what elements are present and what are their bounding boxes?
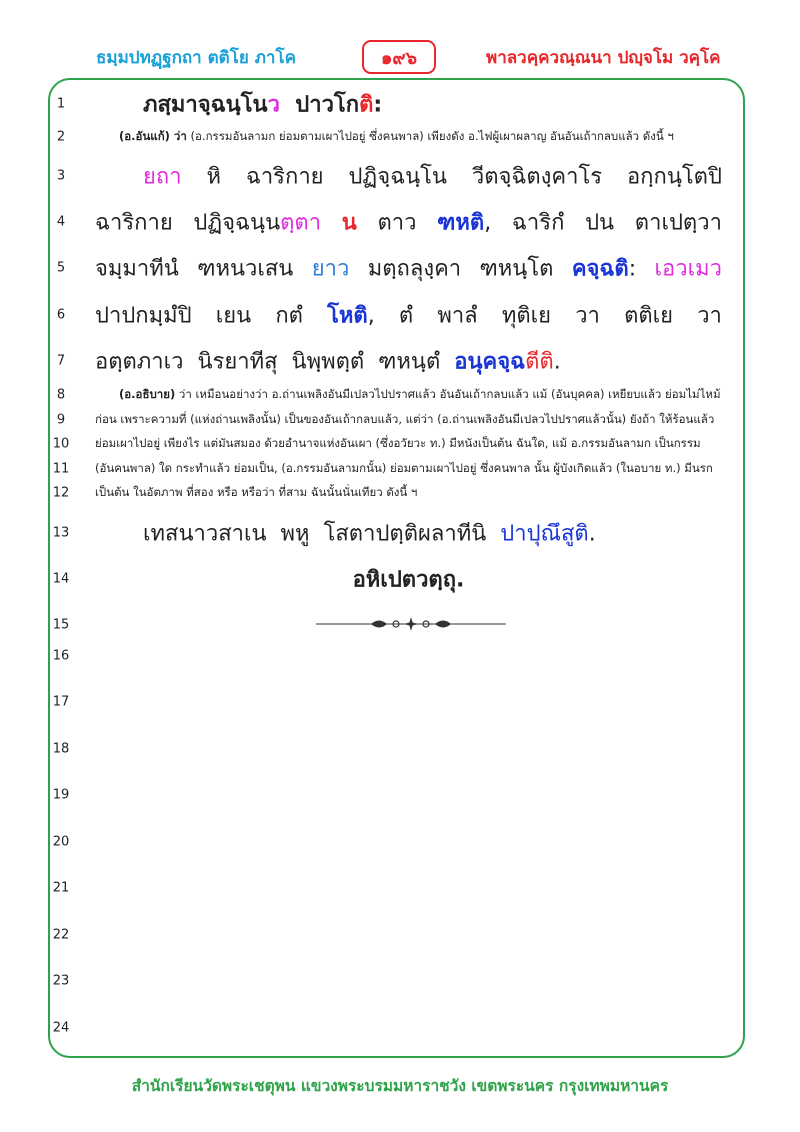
thai-translation-line-2: (อ.อันแก้) ว่า (อ.กรรมอันลามก ย่อมตามเผาไปอยู่ ซึ่งคนพาล) เพียงดัง อ.ไฟผู้เผาผลาญ อันอันเถ้ากลบแล้ว ดังนี้ ฯ [119, 129, 674, 143]
line-number: 7 [56, 353, 66, 369]
line-number: 11 [52, 461, 70, 477]
line-number: 22 [52, 927, 70, 943]
thai-explanation-line-9: ก่อน เพราะความที่ (แห่งถ่านเพลิงนั้น) เป็นของอันเถ้ากลบแล้ว, แต่ว่า (อ.ถ่านเพลิงอันมีเปลวไปปราศแล้วนั้น) ยังถ้า ให้ร้อนแล้ว [95, 412, 715, 426]
line-number: 9 [56, 412, 66, 428]
line-number: 4 [56, 214, 66, 230]
pali-commentary-line-7: อตฺตภาเว นิรยาทีสุ นิพฺพตฺตํ ฑหนฺตํ อนุคจฺฉตีติ. [95, 349, 561, 375]
line-number: 18 [52, 741, 70, 757]
ornament-divider [316, 614, 506, 634]
line-number: 20 [52, 834, 70, 850]
line-number: 17 [52, 694, 70, 710]
line-number: 15 [52, 617, 70, 633]
pali-verse-line-1: ภสฺมาจฺฉนฺโนว ปาวโกติ: [143, 92, 383, 118]
pali-commentary-line-3: ยถา หิ ฉาริกาย ปฏิจฺฉนฺโน วีตจฺฉิตงฺคาโร อกฺกนฺโตปิ [143, 164, 722, 190]
line-number: 24 [52, 1020, 70, 1036]
footer-institution: สำนักเรียนวัดพระเชตุพน แขวงพระบรมมหาราชวัง เขตพระนคร กรุงเทพมหานคร [131, 1077, 669, 1095]
line-number: 14 [52, 571, 70, 587]
line-number: 12 [52, 485, 70, 501]
line-number: 10 [52, 436, 70, 452]
line-number: 3 [56, 168, 66, 184]
thai-explanation-line-10: ย่อมเผาไปอยู่ เพียงไร แต่มันสมอง ด้วยอำนาจแห่งอันเผา (ซึ่งอวัยวะ ท.) มีหนังเป็นต้น ฉันใด, แม้ อ.กรรมอันลามก เป็นกรรม [95, 436, 701, 450]
line-number: 21 [52, 880, 70, 896]
pali-closing-line-13: เทสนาวสาเน พหู โสตาปตฺติผลาทีนิ ปาปุณึสูติ. [143, 521, 596, 547]
line-number: 19 [52, 787, 70, 803]
line-number: 1 [56, 96, 66, 112]
story-title-line-14: อหิเปตวตฺถุ. [352, 567, 465, 593]
line-number: 6 [56, 307, 66, 323]
pali-commentary-line-6: ปาปกมฺมํปิ เยน กตํ โหติ, ตํ พาลํ ทุติเย วา ตติเย วา [95, 303, 722, 329]
thai-explanation-line-11: (อันคนพาล) ใด กระทำแล้ว ย่อมเป็น, (อ.กรรมอันลามกนั้น) ย่อมตามเผาไปอยู่ ซึ่งคนพาล นั้น ผู้บังเกิดแล้ว (ในอบาย ท.) มีนรก [95, 461, 713, 475]
thai-explanation-line-12: เป็นต้น ในอัตภาพ ที่สอง หรือ หรือว่า ที่สาม ฉันนั้นนั่นเทียว ดังนี้ ฯ [95, 485, 418, 499]
header-chapter-title: พาลวคฺควณฺณนา ปญฺจโม วคฺโค [486, 48, 721, 68]
header-book-title: ธมฺมปทฏฺฐกถา ตติโย ภาโค [96, 48, 296, 68]
page-number-box [362, 40, 436, 74]
thai-explanation-line-8: (อ.อธิบาย) ว่า เหมือนอย่างว่า อ.ถ่านเพลิงอันมีเปลวไปปราศแล้ว อันอันเถ้ากลบแล้ว แม้ (อันบุคคล) เหยียบแล้ว ย่อมไม่ไหม้ [119, 387, 721, 401]
pali-commentary-line-5: จมฺมาทีนํ ฑหนวเสน ยาว มตฺถลุงฺคา ฑหนฺโต คจฺฉติ: เอวเมว [95, 256, 722, 282]
line-number: 5 [56, 260, 66, 276]
line-number: 23 [52, 973, 70, 989]
line-number: 16 [52, 648, 70, 664]
line-number: 2 [56, 129, 66, 145]
line-number: 8 [56, 387, 66, 403]
page-number: ๑๙๖ [380, 47, 418, 69]
pali-commentary-line-4: ฉาริกาย ปฏิจฺฉนฺนตฺตา น ตาว ฑหติ, ฉาริกํ ปน ตาเปตฺวา [95, 210, 722, 236]
line-number: 13 [52, 525, 70, 541]
